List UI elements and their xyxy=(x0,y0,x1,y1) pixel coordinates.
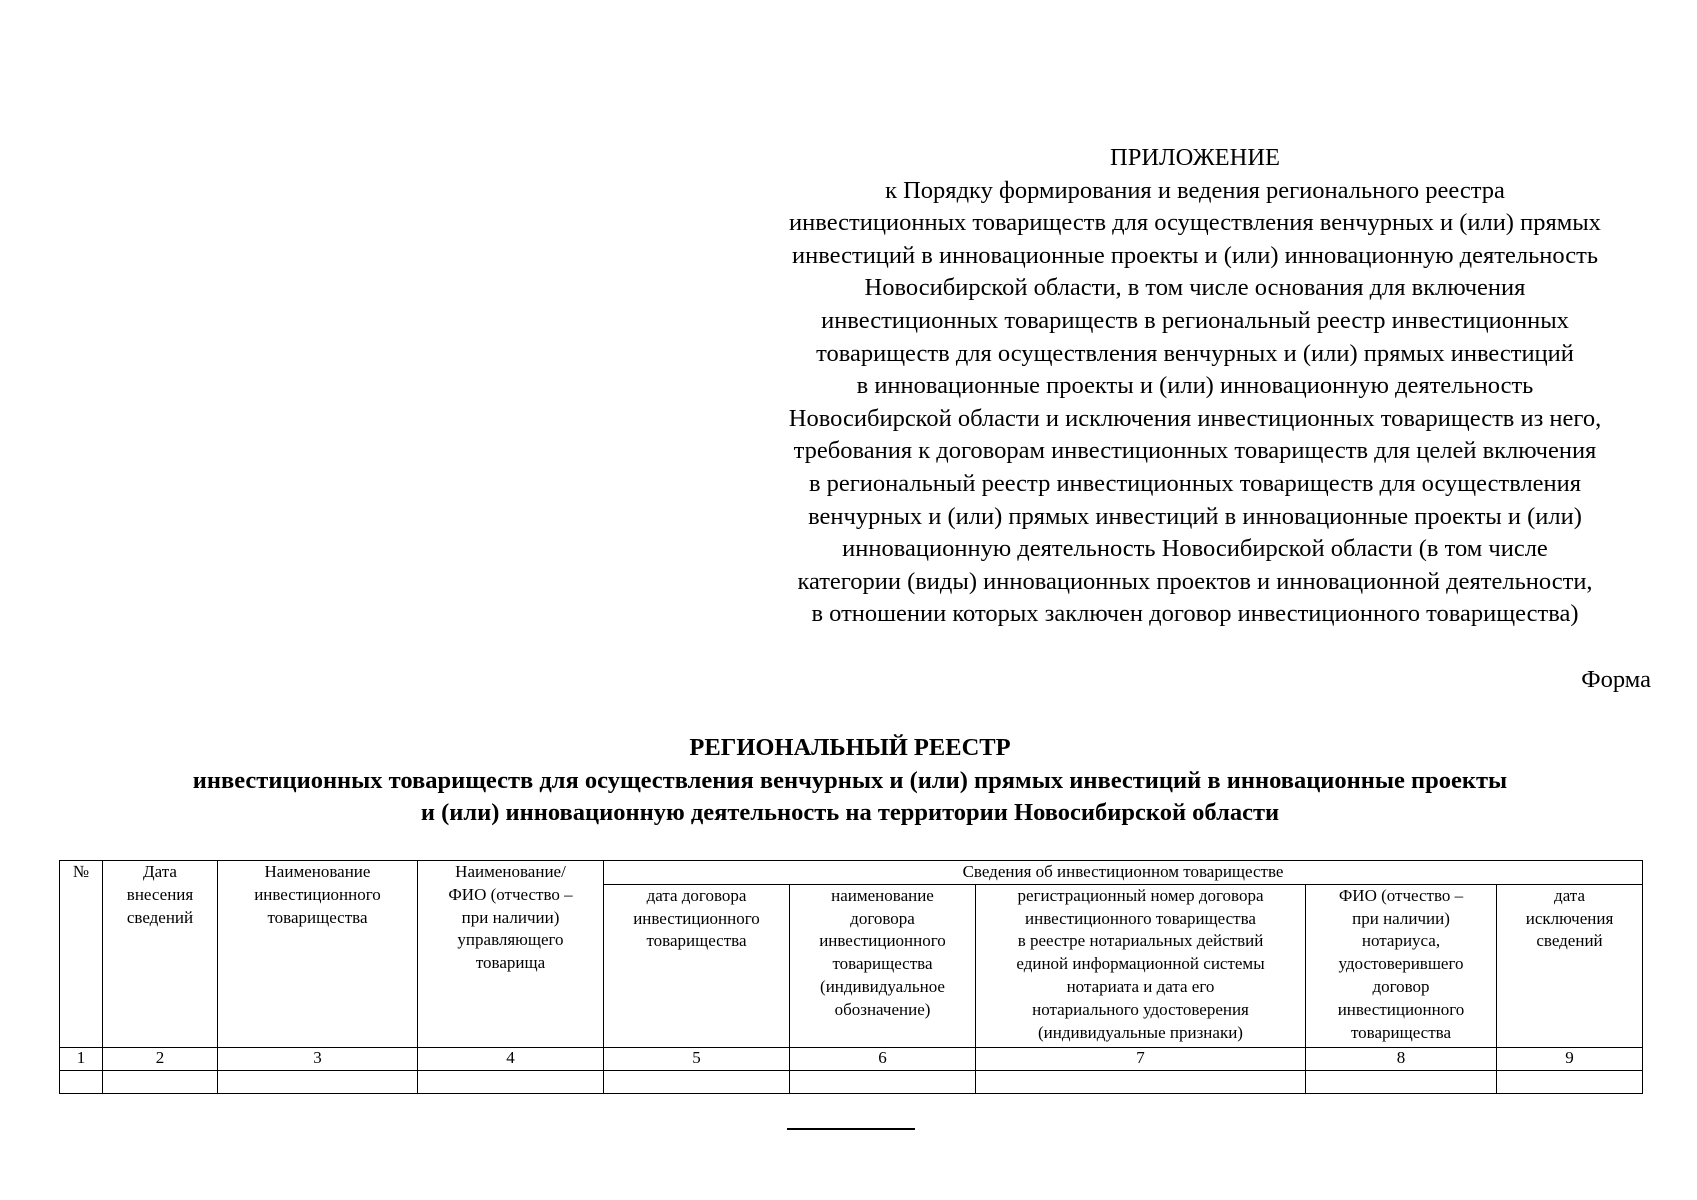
appendix-line: в региональный реестр инвестиционных товариществ для осуществления xyxy=(808,469,1582,497)
appendix-line: в отношении которых заключен договор инвестиционного товарищества) xyxy=(811,600,1579,628)
appendix-heading: ПРИЛОЖЕНИЕ xyxy=(1110,144,1280,171)
header-group-partnership-info: Сведения об инвестиционном товариществе xyxy=(604,861,1643,885)
column-number: 1 xyxy=(60,1047,103,1070)
table-cell xyxy=(604,1070,790,1093)
header-managing-partner: Наименование/ ФИО (отчество – при наличии) управляющего товарища xyxy=(418,861,604,1048)
closing-line xyxy=(787,1128,915,1130)
header-exclusion-date: дата исключения сведений xyxy=(1497,884,1643,1047)
table-cell xyxy=(790,1070,976,1093)
table-cell xyxy=(418,1070,604,1093)
table-cell xyxy=(1306,1070,1497,1093)
header-number: № xyxy=(60,861,103,1048)
appendix-line: венчурных и (или) прямых инвестиций в инновационные проекты и (или) xyxy=(808,502,1582,530)
registry-table xyxy=(59,860,1643,1094)
appendix-line: Новосибирской области и исключения инвестиционных товариществ из него, xyxy=(788,404,1602,432)
column-number: 5 xyxy=(604,1047,790,1070)
column-number: 4 xyxy=(418,1047,604,1070)
column-number: 8 xyxy=(1306,1047,1497,1070)
column-number: 3 xyxy=(218,1047,418,1070)
appendix-line: к Порядку формирования и ведения регионального реестра xyxy=(885,176,1505,204)
appendix-line: требования к договорам инвестиционных товариществ для целей включения xyxy=(793,437,1597,465)
table-cell xyxy=(976,1070,1306,1093)
appendix-line: категории (виды) инновационных проектов и инновационной деятельности, xyxy=(797,567,1593,595)
table-number-row xyxy=(60,1047,1643,1070)
appendix-block xyxy=(735,142,1655,631)
appendix-line: Новосибирской области, в том числе основания для включения xyxy=(864,274,1526,302)
title-main: РЕГИОНАЛЬНЫЙ РЕЕСТР xyxy=(689,734,1011,761)
table-row xyxy=(60,1070,1643,1093)
column-number: 6 xyxy=(790,1047,976,1070)
table-header-row xyxy=(60,861,1643,885)
title-line: и (или) инновационную деятельность на территории Новосибирской области xyxy=(420,799,1280,827)
table-cell xyxy=(60,1070,103,1093)
header-entry-date: Дата внесения сведений xyxy=(103,861,218,1048)
appendix-line: инвестиционных товариществ для осуществления венчурных и (или) прямых xyxy=(789,209,1601,237)
header-partnership-name: Наименование инвестиционного товарищества xyxy=(218,861,418,1048)
appendix-line: инновационную деятельность Новосибирской области (в том числе xyxy=(842,535,1548,563)
appendix-line: товариществ для осуществления венчурных и (или) прямых инвестиций xyxy=(816,339,1574,367)
column-number: 9 xyxy=(1497,1047,1643,1070)
column-number: 7 xyxy=(976,1047,1306,1070)
header-contract-name: наименование договора инвестиционного товарищества (индивидуальное обозначение) xyxy=(790,884,976,1047)
table-cell xyxy=(218,1070,418,1093)
appendix-line: инвестиционных товариществ в региональный реестр инвестиционных xyxy=(821,306,1569,334)
table-cell xyxy=(103,1070,218,1093)
table-cell xyxy=(1497,1070,1643,1093)
form-label: Форма xyxy=(1581,666,1651,693)
header-notary-name: ФИО (отчество – при наличии) нотариуса, удостоверившего договор инвестиционного товарищества xyxy=(1306,884,1497,1047)
header-registration-number: регистрационный номер договора инвестиционного товарищества в реестре нотариальных действий единой информационной системы нотариата и дата его нотариального удостоверения (индивидуальные признаки) xyxy=(976,884,1306,1047)
title-line: инвестиционных товариществ для осуществления венчурных и (или) прямых инвестиций в инновационные проекты xyxy=(192,766,1508,794)
document-title xyxy=(40,732,1660,830)
header-contract-date: дата договора инвестиционного товарищества xyxy=(604,884,790,1047)
column-number: 2 xyxy=(103,1047,218,1070)
appendix-line: в инновационные проекты и (или) инновационную деятельность xyxy=(856,372,1534,400)
appendix-line: инвестиций в инновационные проекты и (или) инновационную деятельность xyxy=(791,241,1598,269)
